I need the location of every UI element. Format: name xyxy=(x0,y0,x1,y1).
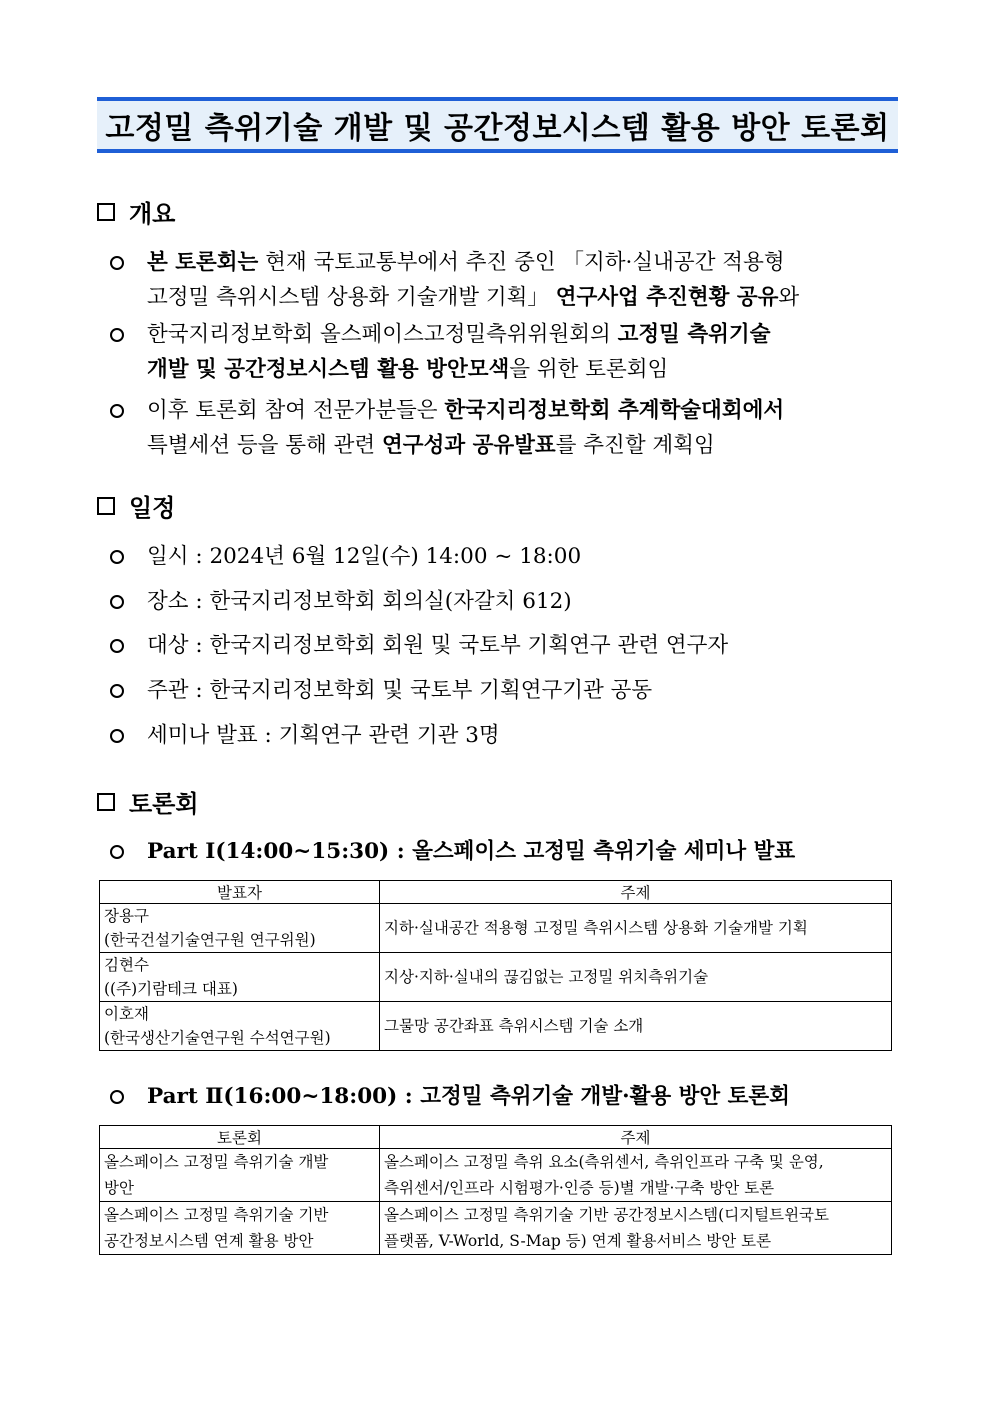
schedule-item-host: 주관 : 한국지리정보학회 및 국토부 기획연구기관 공동 xyxy=(110,673,900,708)
table-row: 이호재 (한국생산기술연구원 수석연구원) 그물망 공간좌표 측위시스템 기술 소개 xyxy=(100,1002,892,1051)
circle-bullet-icon xyxy=(110,639,124,653)
square-bullet-icon xyxy=(97,793,115,811)
circle-bullet-icon xyxy=(110,845,124,859)
table-row: 올스페이스 고정밀 측위기술 기반 공간정보시스템 연계 활용 방안 올스페이스 고정밀 측위기술 기반 공간정보시스템(디지털트윈국토 플랫폼, V-World, S-Map 등) 연계 활용서비스 방안 토론 xyxy=(100,1202,892,1255)
overview-item-1: 본 토론회는 현재 국토교통부에서 추진 중인 「지하·실내공간 적용형 고정밀 측위시스템 상용화 기술개발 기획」 연구사업 추진현황 공유와 xyxy=(110,245,900,315)
part1-heading: Part Ⅰ(14:00~15:30) : 올스페이스 고정밀 측위기술 세미나 발표 xyxy=(110,837,795,867)
circle-bullet-icon xyxy=(110,328,124,342)
circle-bullet-icon xyxy=(110,684,124,698)
section-overview: 개요 xyxy=(97,194,175,229)
circle-bullet-icon xyxy=(110,595,124,609)
square-bullet-icon xyxy=(97,497,115,515)
schedule-item-date: 일시 : 2024년 6월 12일(수) 14:00 ~ 18:00 xyxy=(110,539,900,574)
table-row: 장용구 (한국건설기술연구원 연구위원) 지하·실내공간 적용형 고정밀 측위시스템 상용화 기술개발 기획 xyxy=(100,904,892,953)
document-title: 고정밀 측위기술 개발 및 공간정보시스템 활용 방안 토론회 xyxy=(105,111,890,146)
circle-bullet-icon xyxy=(110,1090,124,1104)
table-header-row: 발표자 주제 xyxy=(100,881,892,904)
section-schedule: 일정 xyxy=(97,488,175,523)
table-row: 올스페이스 고정밀 측위기술 개발 방안 올스페이스 고정밀 측위 요소(측위센서, 측위인프라 구축 및 운영, 측위센서/인프라 시험평가·인증 등)별 개발·구축 방안 토론 xyxy=(100,1149,892,1202)
overview-item-2: 한국지리정보학회 올스페이스고정밀측위위원회의 고정밀 측위기술 개발 및 공간정보시스템 활용 방안모색을 위한 토론회임 xyxy=(110,317,900,387)
section-forum: 토론회 xyxy=(97,784,199,819)
part1-table xyxy=(99,880,892,1051)
schedule-item-audience: 대상 : 한국지리정보학회 회원 및 국토부 기획연구 관련 연구자 xyxy=(110,628,900,663)
circle-bullet-icon xyxy=(110,550,124,564)
table-header-row: 토론회 주제 xyxy=(100,1126,892,1149)
schedule-item-seminar: 세미나 발표 : 기획연구 관련 기관 3명 xyxy=(110,718,900,753)
part2-heading: Part Ⅱ(16:00~18:00) : 고정밀 측위기술 개발·활용 방안 토론회 xyxy=(110,1082,790,1112)
table-row: 김현수 ((주)기람테크 대표) 지상·지하·실내의 끊김없는 고정밀 위치측위기술 xyxy=(100,953,892,1002)
circle-bullet-icon xyxy=(110,256,124,270)
part2-table xyxy=(99,1125,892,1255)
document-title-box xyxy=(97,97,898,153)
schedule-item-place: 장소 : 한국지리정보학회 회의실(자갈치 612) xyxy=(110,584,900,619)
circle-bullet-icon xyxy=(110,729,124,743)
overview-item-3: 이후 토론회 참여 전문가분들은 한국지리정보학회 추계학술대회에서 특별세션 등을 통해 관련 연구성과 공유발표를 추진할 계획임 xyxy=(110,393,900,463)
square-bullet-icon xyxy=(97,203,115,221)
circle-bullet-icon xyxy=(110,404,124,418)
